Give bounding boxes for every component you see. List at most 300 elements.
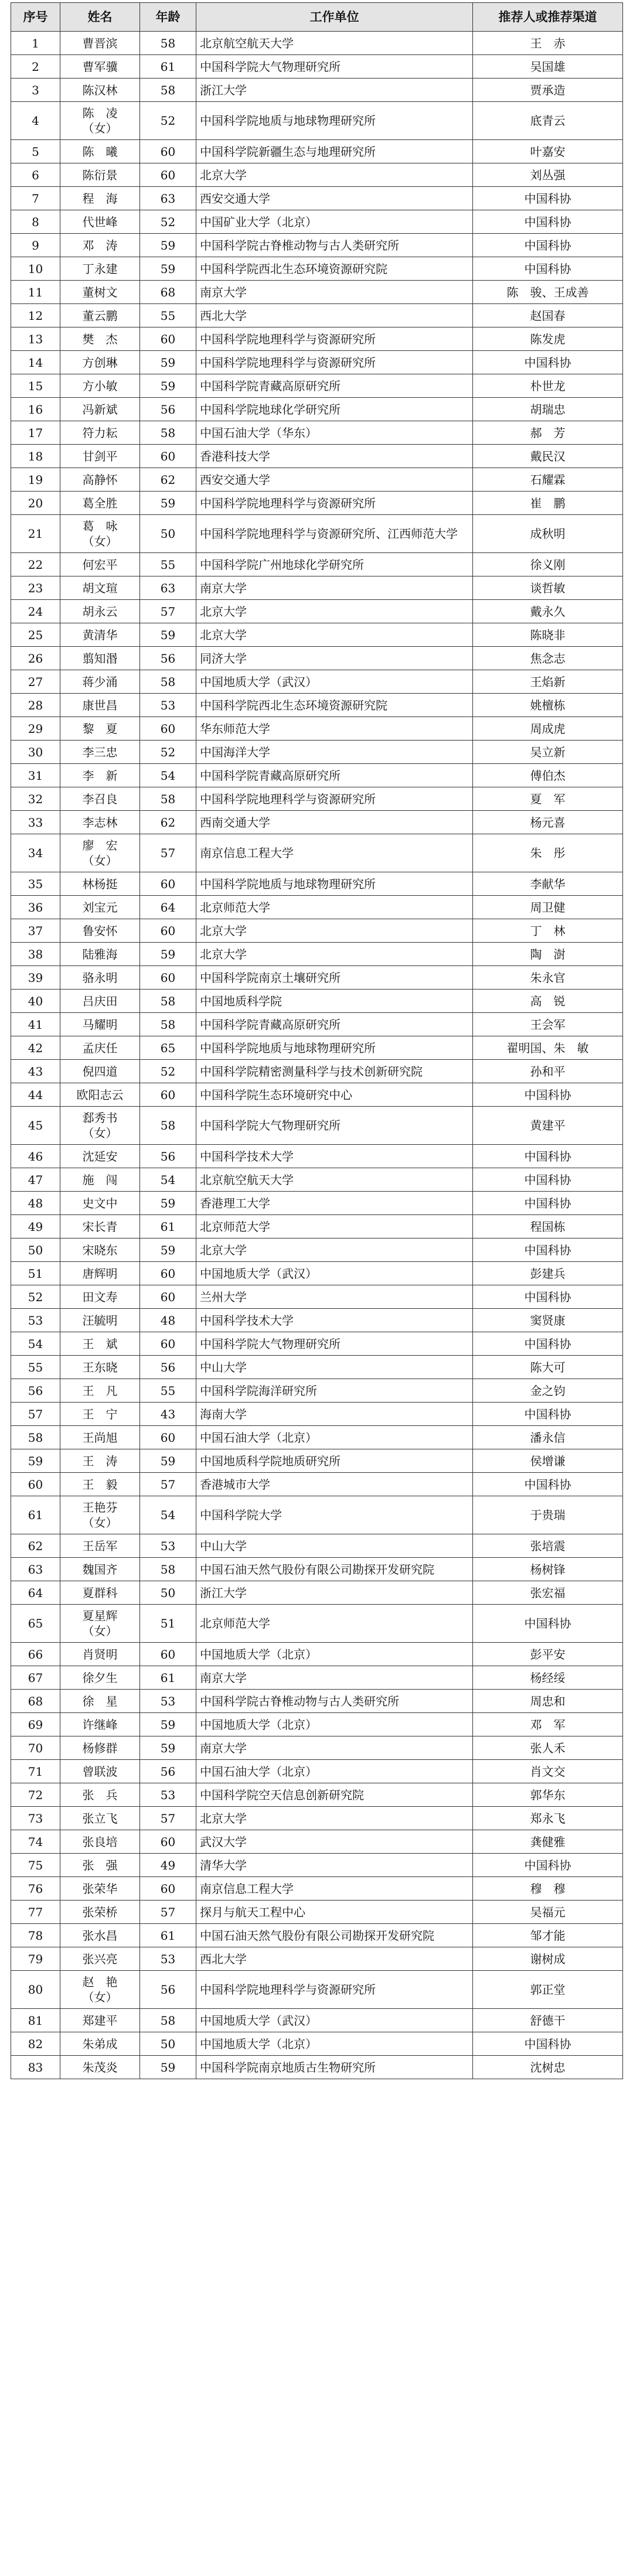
work-unit-cell: 中国科学院地理科学与资源研究所 — [196, 351, 473, 374]
age-cell: 53 — [140, 694, 196, 717]
serial-number-cell: 17 — [11, 421, 60, 445]
serial-number-cell: 70 — [11, 1736, 60, 1760]
recommender-cell: 谢树成 — [473, 1947, 623, 1971]
work-unit-cell: 中国科学院新疆生态与地理研究所 — [196, 140, 473, 163]
work-unit-cell: 中国科学院空天信息创新研究院 — [196, 1783, 473, 1807]
table-row — [11, 1854, 623, 1877]
name-cell: 方小敏 — [60, 374, 140, 398]
table-row — [11, 1947, 623, 1971]
name-cell: 徐夕生 — [60, 1666, 140, 1690]
name-cell: 杨修群 — [60, 1736, 140, 1760]
work-unit-cell: 中国科学院地理科学与资源研究所 — [196, 492, 473, 515]
name-cell: 李志林 — [60, 811, 140, 834]
work-unit-cell: 浙江大学 — [196, 79, 473, 102]
work-unit-cell: 中国科学院青藏高原研究所 — [196, 374, 473, 398]
work-unit-cell: 西北大学 — [196, 304, 473, 327]
work-unit-cell: 中国科学技术大学 — [196, 1309, 473, 1332]
name-cell: 胡永云 — [60, 600, 140, 623]
table-row — [11, 1877, 623, 1901]
recommender-cell: 石耀霖 — [473, 468, 623, 492]
serial-number-cell: 66 — [11, 1643, 60, 1666]
name-cell: 鲁安怀 — [60, 919, 140, 943]
table-row — [11, 102, 623, 140]
recommender-cell: 周卫健 — [473, 896, 623, 919]
table-row — [11, 717, 623, 741]
recommender-cell: 中国科协 — [473, 210, 623, 234]
age-cell: 58 — [140, 421, 196, 445]
age-cell: 49 — [140, 1854, 196, 1877]
serial-number-cell: 45 — [11, 1107, 60, 1145]
name-cell: 许继峰 — [60, 1713, 140, 1736]
age-cell: 50 — [140, 1581, 196, 1605]
table-row — [11, 1581, 623, 1605]
serial-number-cell: 48 — [11, 1192, 60, 1215]
name-cell: 李三忠 — [60, 741, 140, 764]
age-cell: 59 — [140, 943, 196, 966]
recommender-cell: 沈树忠 — [473, 2056, 623, 2079]
work-unit-cell: 北京大学 — [196, 1238, 473, 1262]
serial-number-cell: 12 — [11, 304, 60, 327]
age-cell: 58 — [140, 1558, 196, 1581]
age-cell: 58 — [140, 1013, 196, 1036]
name-cell: 魏国齐 — [60, 1558, 140, 1581]
name-cell: 倪四道 — [60, 1060, 140, 1083]
age-cell: 48 — [140, 1309, 196, 1332]
serial-number-cell: 13 — [11, 327, 60, 351]
recommender-cell: 叶嘉安 — [473, 140, 623, 163]
recommender-cell: 王焰新 — [473, 670, 623, 694]
recommender-cell: 潘永信 — [473, 1426, 623, 1449]
work-unit-cell: 西南交通大学 — [196, 811, 473, 834]
work-unit-cell: 北京航空航天大学 — [196, 32, 473, 55]
serial-number-cell: 42 — [11, 1036, 60, 1060]
table-row — [11, 919, 623, 943]
table-row — [11, 1496, 623, 1534]
name-cell: 丁永建 — [60, 257, 140, 281]
serial-number-cell: 22 — [11, 553, 60, 576]
serial-number-cell: 37 — [11, 919, 60, 943]
work-unit-cell: 中山大学 — [196, 1534, 473, 1558]
table-row — [11, 1356, 623, 1379]
name-cell: 李召良 — [60, 787, 140, 811]
age-cell: 50 — [140, 2032, 196, 2056]
work-unit-cell: 中国科学院地理科学与资源研究所 — [196, 327, 473, 351]
age-cell: 59 — [140, 1238, 196, 1262]
recommender-cell: 王 赤 — [473, 32, 623, 55]
age-cell: 60 — [140, 1643, 196, 1666]
serial-number-cell: 2 — [11, 55, 60, 79]
table-row — [11, 623, 623, 647]
name-cell: 张 强 — [60, 1854, 140, 1877]
recommender-cell: 穆 穆 — [473, 1877, 623, 1901]
work-unit-cell: 中国矿业大学（北京） — [196, 210, 473, 234]
age-cell: 60 — [140, 919, 196, 943]
serial-number-cell: 68 — [11, 1690, 60, 1713]
recommender-cell: 中国科协 — [473, 257, 623, 281]
work-unit-cell: 中国地质大学（北京） — [196, 2032, 473, 2056]
recommender-cell: 中国科协 — [473, 1403, 623, 1426]
table-row — [11, 811, 623, 834]
name-cell: 孟庆任 — [60, 1036, 140, 1060]
age-cell: 60 — [140, 327, 196, 351]
serial-number-cell: 59 — [11, 1449, 60, 1473]
serial-number-cell: 51 — [11, 1262, 60, 1285]
name-cell: 王 宁 — [60, 1403, 140, 1426]
name-cell: 高静怀 — [60, 468, 140, 492]
recommender-cell: 陈 骏、王成善 — [473, 281, 623, 304]
name-cell: 曾联波 — [60, 1760, 140, 1783]
recommender-cell: 侯增谦 — [473, 1449, 623, 1473]
serial-number-cell: 43 — [11, 1060, 60, 1083]
serial-number-cell: 28 — [11, 694, 60, 717]
age-cell: 65 — [140, 1036, 196, 1060]
name-cell: 徐 星 — [60, 1690, 140, 1713]
table-body — [11, 32, 623, 2079]
age-cell: 58 — [140, 2009, 196, 2032]
table-row — [11, 2032, 623, 2056]
serial-number-cell: 27 — [11, 670, 60, 694]
name-cell: 田文寿 — [60, 1285, 140, 1309]
recommender-cell: 中国科协 — [473, 1083, 623, 1107]
serial-number-cell: 65 — [11, 1605, 60, 1643]
table-row — [11, 1605, 623, 1643]
serial-number-cell: 53 — [11, 1309, 60, 1332]
age-cell: 58 — [140, 670, 196, 694]
age-cell: 53 — [140, 1690, 196, 1713]
work-unit-cell: 中国科学院古脊椎动物与古人类研究所 — [196, 1690, 473, 1713]
header-recommender: 推荐人或推荐渠道 — [473, 3, 623, 32]
serial-number-cell: 36 — [11, 896, 60, 919]
table-row — [11, 647, 623, 670]
recommender-cell: 朱永官 — [473, 966, 623, 990]
age-cell: 58 — [140, 32, 196, 55]
work-unit-cell: 同济大学 — [196, 647, 473, 670]
work-unit-cell: 中国石油天然气股份有限公司勘探开发研究院 — [196, 1558, 473, 1581]
name-cell: 张 兵 — [60, 1783, 140, 1807]
serial-number-cell: 26 — [11, 647, 60, 670]
age-cell: 60 — [140, 717, 196, 741]
serial-number-cell: 5 — [11, 140, 60, 163]
work-unit-cell: 中国科学院古脊椎动物与古人类研究所 — [196, 234, 473, 257]
age-cell: 60 — [140, 872, 196, 896]
table-row — [11, 670, 623, 694]
name-cell: 方创琳 — [60, 351, 140, 374]
recommender-cell: 中国科协 — [473, 1473, 623, 1496]
name-cell: 郄秀书 （女） — [60, 1107, 140, 1145]
name-cell: 冯新斌 — [60, 398, 140, 421]
table-row — [11, 1473, 623, 1496]
serial-number-cell: 79 — [11, 1947, 60, 1971]
work-unit-cell: 中国海洋大学 — [196, 741, 473, 764]
table-row — [11, 257, 623, 281]
serial-number-cell: 78 — [11, 1924, 60, 1947]
table-row — [11, 787, 623, 811]
table-row — [11, 1107, 623, 1145]
candidate-table-container — [11, 2, 622, 2079]
age-cell: 61 — [140, 1924, 196, 1947]
name-cell: 陈 曦 — [60, 140, 140, 163]
work-unit-cell: 中国科学院地理科学与资源研究所、江西师范大学 — [196, 515, 473, 553]
recommender-cell: 肖文交 — [473, 1760, 623, 1783]
recommender-cell: 吴立新 — [473, 741, 623, 764]
age-cell: 58 — [140, 787, 196, 811]
work-unit-cell: 北京师范大学 — [196, 1605, 473, 1643]
table-row — [11, 2009, 623, 2032]
table-row — [11, 1332, 623, 1356]
recommender-cell: 邓 军 — [473, 1713, 623, 1736]
name-cell: 符力耘 — [60, 421, 140, 445]
recommender-cell: 刘丛强 — [473, 163, 623, 187]
name-cell: 曹晋滨 — [60, 32, 140, 55]
recommender-cell: 舒德干 — [473, 2009, 623, 2032]
recommender-cell: 朴世龙 — [473, 374, 623, 398]
serial-number-cell: 46 — [11, 1145, 60, 1168]
age-cell: 60 — [140, 140, 196, 163]
work-unit-cell: 中国科学院青藏高原研究所 — [196, 1013, 473, 1036]
age-cell: 55 — [140, 553, 196, 576]
serial-number-cell: 62 — [11, 1534, 60, 1558]
recommender-cell: 翟明国、朱 敏 — [473, 1036, 623, 1060]
age-cell: 53 — [140, 1947, 196, 1971]
serial-number-cell: 30 — [11, 741, 60, 764]
recommender-cell: 戴民汉 — [473, 445, 623, 468]
serial-number-cell: 55 — [11, 1356, 60, 1379]
recommender-cell: 龚健雅 — [473, 1830, 623, 1854]
table-row — [11, 55, 623, 79]
table-row — [11, 694, 623, 717]
name-cell: 康世昌 — [60, 694, 140, 717]
work-unit-cell: 中国科学院大气物理研究所 — [196, 1107, 473, 1145]
work-unit-cell: 西安交通大学 — [196, 468, 473, 492]
name-cell: 宋晓东 — [60, 1238, 140, 1262]
name-cell: 陈汉林 — [60, 79, 140, 102]
recommender-cell: 张培震 — [473, 1534, 623, 1558]
age-cell: 56 — [140, 398, 196, 421]
serial-number-cell: 8 — [11, 210, 60, 234]
age-cell: 57 — [140, 834, 196, 872]
work-unit-cell: 中国地质大学（北京） — [196, 1713, 473, 1736]
name-cell: 王岳军 — [60, 1534, 140, 1558]
serial-number-cell: 67 — [11, 1666, 60, 1690]
age-cell: 56 — [140, 647, 196, 670]
age-cell: 55 — [140, 304, 196, 327]
work-unit-cell: 兰州大学 — [196, 1285, 473, 1309]
header-name: 姓名 — [60, 3, 140, 32]
serial-number-cell: 57 — [11, 1403, 60, 1426]
table-row — [11, 234, 623, 257]
age-cell: 60 — [140, 1332, 196, 1356]
table-row — [11, 210, 623, 234]
age-cell: 59 — [140, 374, 196, 398]
recommender-cell: 郭华东 — [473, 1783, 623, 1807]
serial-number-cell: 64 — [11, 1581, 60, 1605]
table-row — [11, 764, 623, 787]
table-row — [11, 1262, 623, 1285]
serial-number-cell: 56 — [11, 1379, 60, 1403]
age-cell: 56 — [140, 1971, 196, 2009]
age-cell: 60 — [140, 1877, 196, 1901]
name-cell: 廖 宏 （女） — [60, 834, 140, 872]
serial-number-cell: 52 — [11, 1285, 60, 1309]
work-unit-cell: 北京大学 — [196, 600, 473, 623]
table-row — [11, 600, 623, 623]
table-row — [11, 1534, 623, 1558]
age-cell: 56 — [140, 1145, 196, 1168]
name-cell: 黎 夏 — [60, 717, 140, 741]
age-cell: 58 — [140, 1107, 196, 1145]
serial-number-cell: 71 — [11, 1760, 60, 1783]
age-cell: 60 — [140, 1830, 196, 1854]
work-unit-cell: 北京大学 — [196, 1807, 473, 1830]
work-unit-cell: 中国地质科学院 — [196, 990, 473, 1013]
work-unit-cell: 香港理工大学 — [196, 1192, 473, 1215]
serial-number-cell: 63 — [11, 1558, 60, 1581]
work-unit-cell: 中国科学院大气物理研究所 — [196, 1332, 473, 1356]
work-unit-cell: 中国石油天然气股份有限公司勘探开发研究院 — [196, 1924, 473, 1947]
work-unit-cell: 南京大学 — [196, 1736, 473, 1760]
serial-number-cell: 54 — [11, 1332, 60, 1356]
recommender-cell: 成秋明 — [473, 515, 623, 553]
name-cell: 王艳芬 （女） — [60, 1496, 140, 1534]
table-row — [11, 1643, 623, 1666]
name-cell: 胡文瑄 — [60, 576, 140, 600]
name-cell: 王 凡 — [60, 1379, 140, 1403]
work-unit-cell: 中国科学院大学 — [196, 1496, 473, 1534]
serial-number-cell: 4 — [11, 102, 60, 140]
age-cell: 52 — [140, 741, 196, 764]
table-row — [11, 990, 623, 1013]
table-row — [11, 1192, 623, 1215]
serial-number-cell: 35 — [11, 872, 60, 896]
table-row — [11, 32, 623, 55]
name-cell: 陈 凌 （女） — [60, 102, 140, 140]
name-cell: 葛 咏 （女） — [60, 515, 140, 553]
recommender-cell: 中国科协 — [473, 1854, 623, 1877]
age-cell: 54 — [140, 1168, 196, 1192]
age-cell: 62 — [140, 468, 196, 492]
serial-number-cell: 34 — [11, 834, 60, 872]
serial-number-cell: 61 — [11, 1496, 60, 1534]
work-unit-cell: 中国科学院地质与地球物理研究所 — [196, 872, 473, 896]
serial-number-cell: 21 — [11, 515, 60, 553]
name-cell: 郑建平 — [60, 2009, 140, 2032]
work-unit-cell: 中国石油大学（华东） — [196, 421, 473, 445]
name-cell: 施 闯 — [60, 1168, 140, 1192]
recommender-cell: 中国科协 — [473, 1285, 623, 1309]
age-cell: 60 — [140, 1426, 196, 1449]
recommender-cell: 杨元喜 — [473, 811, 623, 834]
age-cell: 59 — [140, 623, 196, 647]
work-unit-cell: 中国科学院广州地球化学研究所 — [196, 553, 473, 576]
recommender-cell: 赵国春 — [473, 304, 623, 327]
serial-number-cell: 74 — [11, 1830, 60, 1854]
name-cell: 史文中 — [60, 1192, 140, 1215]
work-unit-cell: 中国科学院生态环境研究中心 — [196, 1083, 473, 1107]
age-cell: 54 — [140, 1496, 196, 1534]
name-cell: 何宏平 — [60, 553, 140, 576]
table-row — [11, 834, 623, 872]
recommender-cell: 张宏福 — [473, 1581, 623, 1605]
table-row — [11, 421, 623, 445]
recommender-cell: 杨树锋 — [473, 1558, 623, 1581]
name-cell: 曹军骥 — [60, 55, 140, 79]
recommender-cell: 底青云 — [473, 102, 623, 140]
serial-number-cell: 40 — [11, 990, 60, 1013]
name-cell: 王 毅 — [60, 1473, 140, 1496]
recommender-cell: 徐义刚 — [473, 553, 623, 576]
table-row — [11, 1924, 623, 1947]
table-row — [11, 2056, 623, 2079]
age-cell: 61 — [140, 55, 196, 79]
serial-number-cell: 31 — [11, 764, 60, 787]
recommender-cell: 吴国雄 — [473, 55, 623, 79]
work-unit-cell: 中国科学技术大学 — [196, 1145, 473, 1168]
recommender-cell: 中国科协 — [473, 1605, 623, 1643]
table-row — [11, 1379, 623, 1403]
age-cell: 60 — [140, 445, 196, 468]
serial-number-cell: 11 — [11, 281, 60, 304]
work-unit-cell: 中国科学院青藏高原研究所 — [196, 764, 473, 787]
age-cell: 51 — [140, 1605, 196, 1643]
name-cell: 代世峰 — [60, 210, 140, 234]
work-unit-cell: 北京航空航天大学 — [196, 1168, 473, 1192]
table-row — [11, 896, 623, 919]
work-unit-cell: 海南大学 — [196, 1403, 473, 1426]
serial-number-cell: 9 — [11, 234, 60, 257]
table-row — [11, 281, 623, 304]
work-unit-cell: 中国地质科学院地质研究所 — [196, 1449, 473, 1473]
recommender-cell: 郑永飞 — [473, 1807, 623, 1830]
serial-number-cell: 15 — [11, 374, 60, 398]
age-cell: 59 — [140, 1713, 196, 1736]
age-cell: 53 — [140, 1534, 196, 1558]
recommender-cell: 贾承造 — [473, 79, 623, 102]
serial-number-cell: 23 — [11, 576, 60, 600]
name-cell: 朱弟成 — [60, 2032, 140, 2056]
age-cell: 58 — [140, 79, 196, 102]
recommender-cell: 崔 鹏 — [473, 492, 623, 515]
table-row — [11, 140, 623, 163]
name-cell: 张荣桥 — [60, 1901, 140, 1924]
table-row — [11, 1736, 623, 1760]
recommender-cell: 戴永久 — [473, 600, 623, 623]
work-unit-cell: 中国地质大学（北京） — [196, 1643, 473, 1666]
table-row — [11, 1666, 623, 1690]
table-row — [11, 576, 623, 600]
serial-number-cell: 18 — [11, 445, 60, 468]
work-unit-cell: 中山大学 — [196, 1356, 473, 1379]
recommender-cell: 郭正堂 — [473, 1971, 623, 2009]
recommender-cell: 中国科协 — [473, 1145, 623, 1168]
table-row — [11, 163, 623, 187]
work-unit-cell: 中国科学院精密测量科学与技术创新研究院 — [196, 1060, 473, 1083]
serial-number-cell: 10 — [11, 257, 60, 281]
recommender-cell: 吴福元 — [473, 1901, 623, 1924]
name-cell: 夏星辉 （女） — [60, 1605, 140, 1643]
header-age: 年龄 — [140, 3, 196, 32]
table-row — [11, 1215, 623, 1238]
recommender-cell: 黄建平 — [473, 1107, 623, 1145]
work-unit-cell: 西北大学 — [196, 1947, 473, 1971]
serial-number-cell: 14 — [11, 351, 60, 374]
recommender-cell: 李献华 — [473, 872, 623, 896]
recommender-cell: 郝 芳 — [473, 421, 623, 445]
recommender-cell: 丁 林 — [473, 919, 623, 943]
recommender-cell: 于贵瑞 — [473, 1496, 623, 1534]
work-unit-cell: 清华大学 — [196, 1854, 473, 1877]
name-cell: 吕庆田 — [60, 990, 140, 1013]
age-cell: 59 — [140, 351, 196, 374]
